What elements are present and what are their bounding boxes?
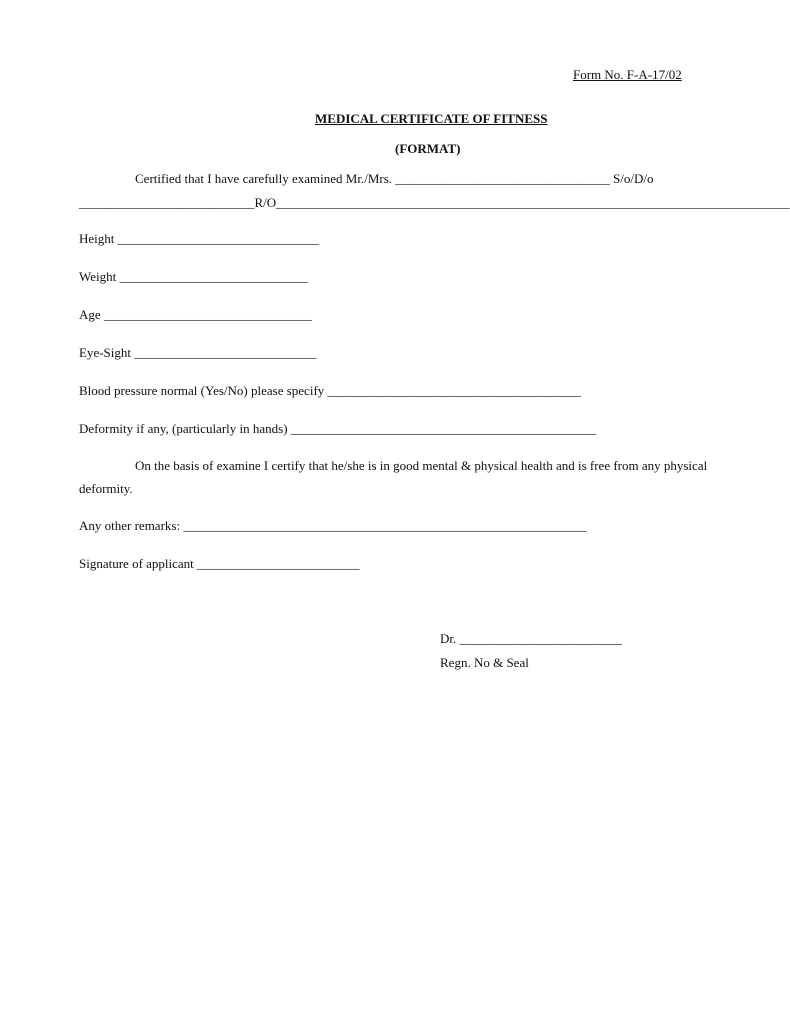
deformity-field: Deformity if any, (particularly in hands) _______________________________________________ — [79, 421, 597, 436]
eye-sight-field: Eye-Sight ____________________________ — [79, 345, 317, 360]
certify-statement-line-1: On the basis of examine I certify that he/she is in good mental & physical health and is free from any physical — [135, 458, 708, 473]
weight-field: Weight _____________________________ — [79, 269, 308, 284]
document-subtitle: (FORMAT) — [395, 141, 461, 156]
doctor-signature-field: Dr. _________________________ — [440, 631, 622, 646]
certified-line-2: ___________________________R/O_______________________________________________________________________________ — [79, 195, 790, 210]
regn-seal-label: Regn. No & Seal — [440, 655, 529, 670]
age-field: Age ________________________________ — [79, 307, 312, 322]
certified-line-1: Certified that I have carefully examined Mr./Mrs. _________________________________ S/o/D/o — [135, 171, 654, 186]
document-title: MEDICAL CERTIFICATE OF FITNESS — [315, 111, 548, 126]
height-field: Height _______________________________ — [79, 231, 320, 246]
blood-pressure-field: Blood pressure normal (Yes/No) please specify _______________________________________ — [79, 383, 582, 398]
remarks-field: Any other remarks: ______________________________________________________________ — [79, 518, 587, 533]
certify-statement-line-2: deformity. — [79, 481, 133, 496]
signature-applicant-field: Signature of applicant _________________________ — [79, 556, 360, 571]
form-number: Form No. F-A-17/02 — [573, 67, 682, 82]
